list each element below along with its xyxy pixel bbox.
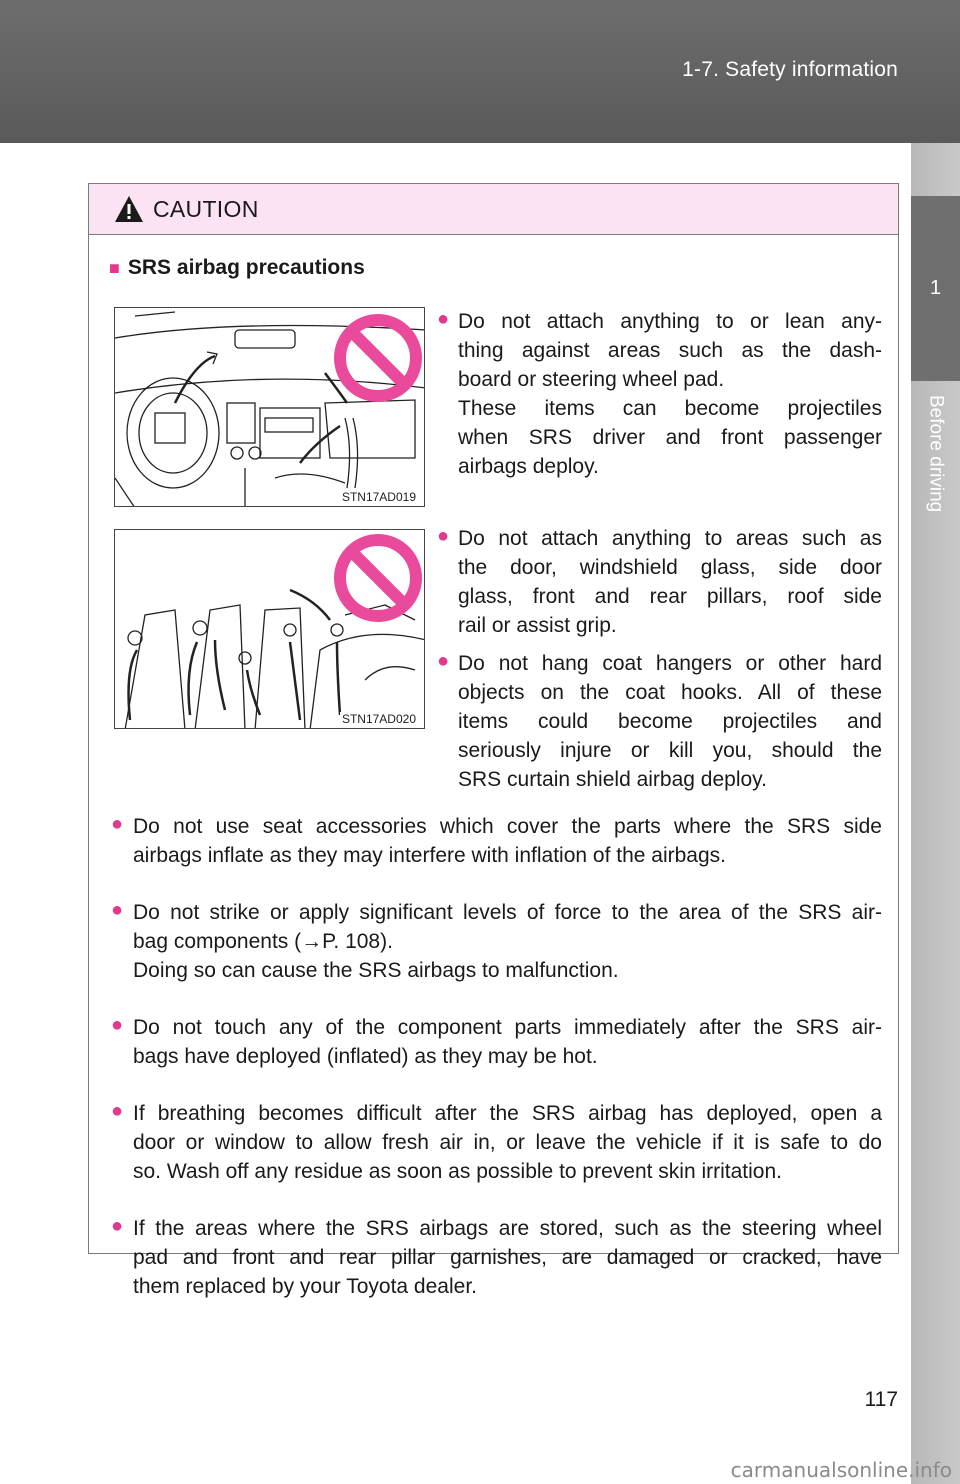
prohibition-icon-1	[340, 320, 416, 396]
bullet-icon: ●	[111, 1014, 124, 1036]
side-item-line: Do not hang coat hangers or other hard	[458, 652, 882, 675]
bullet-icon: ●	[437, 650, 450, 672]
item-line: pad and front and rear pillar garnishes, are damaged or cracked, have	[133, 1246, 882, 1269]
side-item-line: thing against areas such as the dash-	[458, 339, 882, 362]
caution-header	[89, 184, 898, 235]
item-line: so. Wash off any residue as soon as possible to prevent skin irritation.	[133, 1160, 783, 1183]
section-title: 1-7. Safety information	[682, 58, 898, 81]
chapter-number: 1	[929, 277, 942, 299]
item-line: bags have deployed (inflated) as they may be hot.	[133, 1045, 598, 1068]
side-item-line: seriously injure or kill you, should the	[458, 739, 882, 762]
watermark: carmanualsonline.info	[730, 1458, 952, 1482]
side-item-line: rail or assist grip.	[458, 614, 617, 637]
side-item-line: glass, front and rear pillars, roof side	[458, 585, 882, 608]
bullet-icon: ●	[111, 1100, 124, 1122]
bullet-icon: ●	[437, 525, 450, 547]
page-number: 117	[864, 1388, 898, 1411]
item-line: Do not touch any of the component parts immediately after the SRS air-	[133, 1016, 882, 1039]
item-line: airbags inflate as they may interfere with inflation of the airbags.	[133, 844, 726, 867]
chapter-label-area	[911, 381, 960, 591]
side-item-line: when SRS driver and front passenger	[458, 426, 882, 449]
side-item-line: These items can become projectiles	[458, 397, 882, 420]
dashboard-illustration	[115, 308, 425, 507]
figure-dashboard	[114, 307, 425, 507]
section-heading	[109, 256, 365, 280]
side-item-line: items could become projectiles and	[458, 710, 882, 733]
item-line: Do not use seat accessories which cover the parts where the SRS side	[133, 815, 882, 838]
item-line: Doing so can cause the SRS airbags to malfunction.	[133, 959, 619, 982]
section-heading-text: SRS airbag precautions	[127, 256, 365, 279]
item-line: door or window to allow fresh air in, or leave the vehicle if it is safe to do	[133, 1131, 882, 1154]
bullet-icon: ●	[111, 1215, 124, 1237]
item-line: bag components (→P. 108).	[133, 930, 393, 953]
chapter-tab[interactable]	[911, 196, 960, 381]
caution-box	[88, 183, 899, 1298]
side-item-line: Do not attach anything to or lean any-	[458, 310, 882, 333]
side-item-line: the door, windshield glass, side door	[458, 556, 882, 579]
side-item-line: airbags deploy.	[458, 455, 599, 478]
prohibition-icon-2	[340, 540, 416, 616]
bullet-icon: ●	[111, 813, 124, 835]
item-line: Do not strike or apply significant levels of force to the area of the SRS air-	[133, 901, 882, 924]
bullet-icon: ●	[437, 308, 450, 330]
header-band	[0, 0, 960, 143]
side-item-line: SRS curtain shield airbag deploy.	[458, 768, 767, 791]
side-item-line: Do not attach anything to areas such as	[458, 527, 882, 550]
figure-cabin	[114, 529, 425, 729]
bullet-icon: ●	[111, 899, 124, 921]
item-line: If the areas where the SRS airbags are stored, such as the steering wheel	[133, 1217, 882, 1240]
item-line: If breathing becomes difficult after the SRS airbag has deployed, open a	[133, 1102, 882, 1125]
cabin-illustration	[115, 530, 425, 729]
caution-title: CAUTION	[153, 195, 259, 222]
side-item-line: objects on the coat hooks. All of these	[458, 681, 882, 704]
square-bullet-icon: ■	[109, 257, 120, 278]
chapter-label: Before driving	[925, 395, 947, 513]
side-item-line: board or steering wheel pad.	[458, 368, 725, 391]
figure-code-1: STN17AD019	[341, 490, 416, 504]
figure-code-2: STN17AD020	[341, 712, 416, 726]
warning-triangle-icon	[113, 194, 145, 224]
item-line: them replaced by your Toyota dealer.	[133, 1275, 477, 1298]
